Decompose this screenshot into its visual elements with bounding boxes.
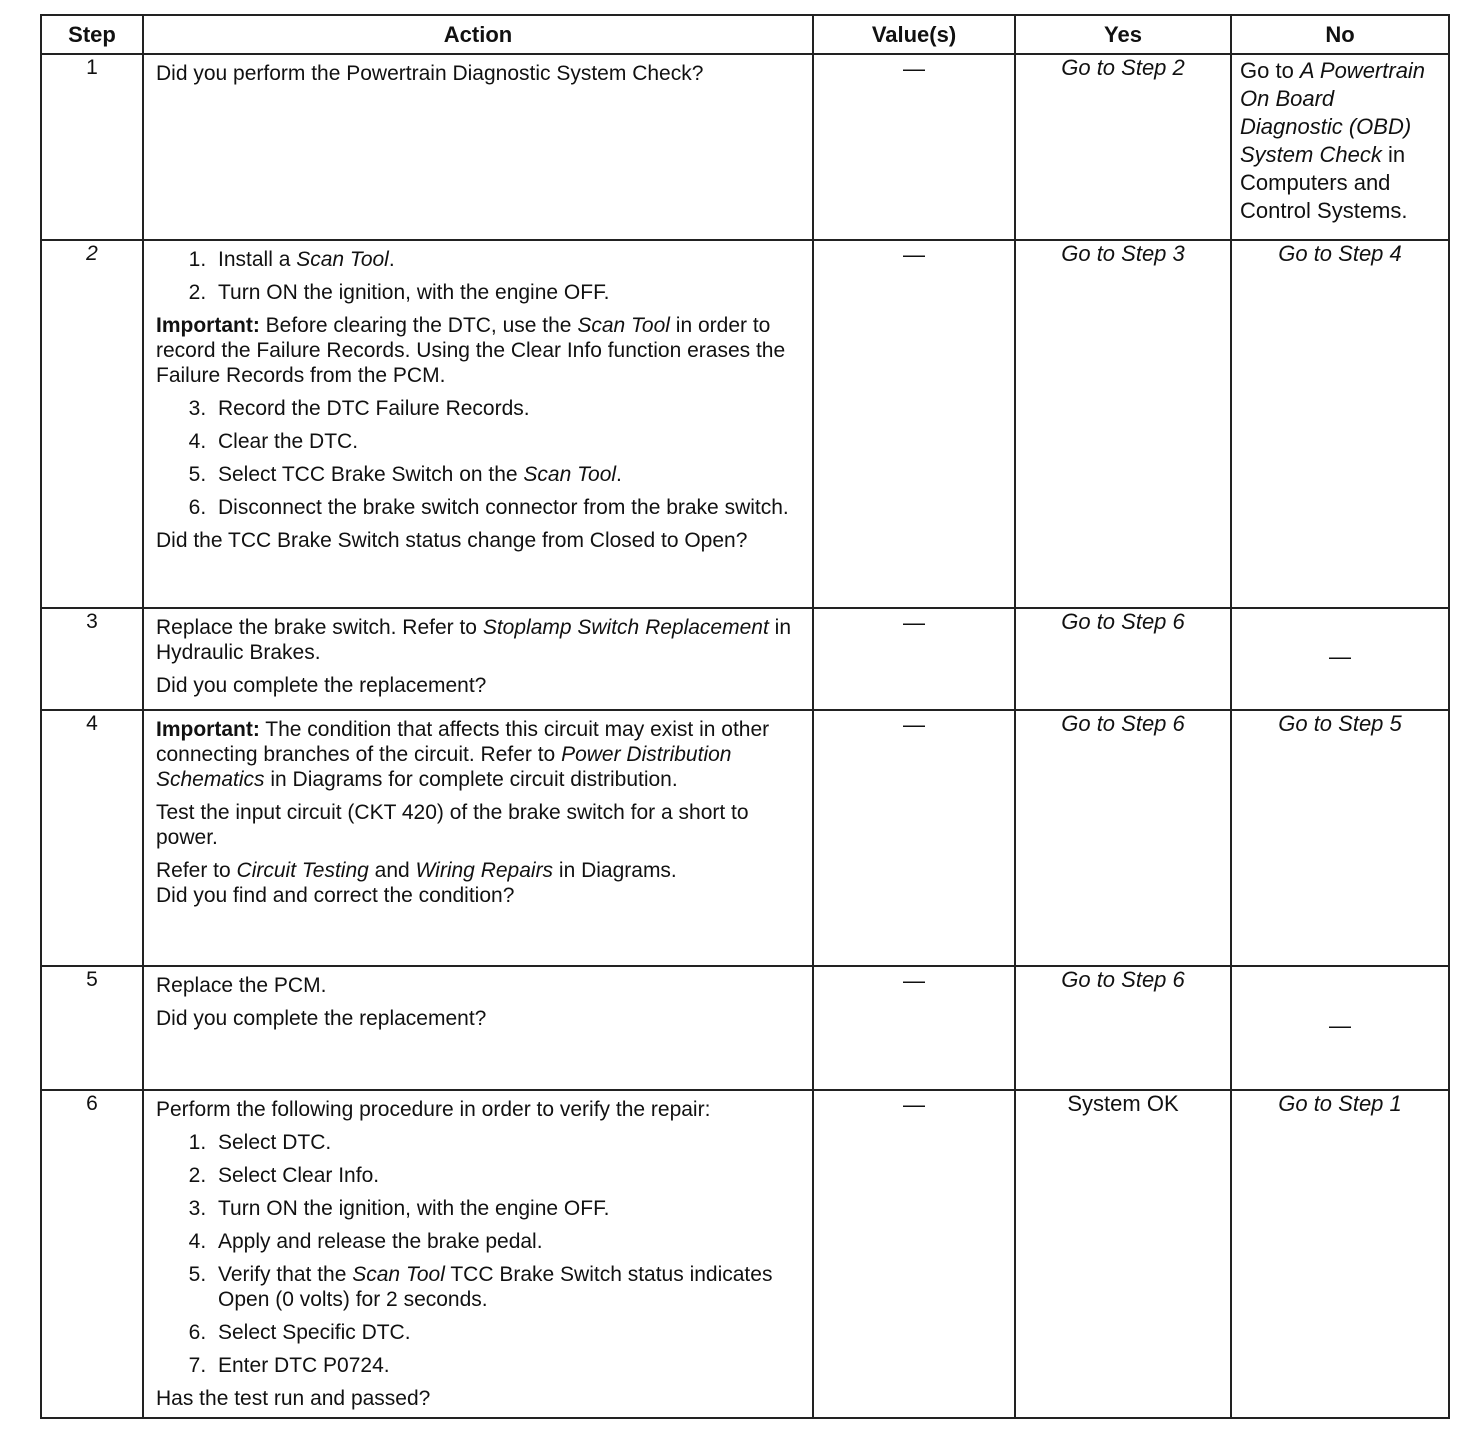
value-cell: — xyxy=(813,710,1015,966)
no-link[interactable]: Go to Step 1 xyxy=(1278,1091,1402,1116)
step-number: 5 xyxy=(41,966,143,1090)
action-cell xyxy=(143,54,813,240)
no-cell xyxy=(1231,710,1449,966)
tool-name: Scan Tool xyxy=(352,1263,445,1286)
no-cell xyxy=(1231,240,1449,608)
list-item xyxy=(212,247,804,272)
action-text-part: Replace the brake switch. Refer to xyxy=(156,616,483,639)
table-row xyxy=(41,710,1449,966)
yes-cell xyxy=(1015,608,1231,710)
action-cell xyxy=(143,710,813,966)
table-row xyxy=(41,54,1449,240)
table-row xyxy=(41,240,1449,608)
step-text: Verify that the xyxy=(218,1263,353,1286)
step-text: Install a xyxy=(218,248,297,271)
step-number: 1 xyxy=(41,54,143,240)
reference-link[interactable]: Power Distribution Schematics xyxy=(156,743,732,791)
step-text: . xyxy=(616,463,622,486)
no-cell: — xyxy=(1231,966,1449,1090)
table-row xyxy=(41,608,1449,710)
yes-cell xyxy=(1015,240,1231,608)
yes-link[interactable]: Go to Step 6 xyxy=(1061,711,1185,736)
action-text: Replace the PCM. xyxy=(156,974,327,997)
list-item xyxy=(212,462,804,487)
list-item: 1. Select DTC. xyxy=(212,1130,804,1155)
yes-link[interactable]: Go to Step 3 xyxy=(1061,241,1185,266)
note-text: The condition that affects this circuit may exist in other connecting branches of the circuit. Refer to xyxy=(156,718,770,766)
value-cell: — xyxy=(813,240,1015,608)
procedure-list xyxy=(156,247,804,305)
reference-link[interactable]: Wiring Repairs xyxy=(415,859,554,882)
header-row xyxy=(41,15,1449,54)
procedure-list xyxy=(156,396,804,520)
list-item xyxy=(212,1262,804,1312)
action-question: Did you complete the replacement? xyxy=(156,674,487,697)
diagnostic-table xyxy=(40,14,1450,1419)
step-number: 3 xyxy=(41,608,143,710)
no-link[interactable]: Go to Step 5 xyxy=(1278,711,1402,736)
action-question: Did you perform the Powertrain Diagnostic System Check? xyxy=(156,62,704,85)
action-text: Test the input circuit (CKT 420) of the brake switch for a short to power. xyxy=(156,801,749,849)
header-step: Step xyxy=(41,15,143,54)
important-note xyxy=(156,313,804,388)
value-cell: — xyxy=(813,1090,1015,1418)
procedure-list xyxy=(156,1130,804,1378)
header-yes: Yes xyxy=(1015,15,1231,54)
reference-part: Refer to xyxy=(156,859,237,882)
yes-link[interactable]: Go to Step 6 xyxy=(1061,967,1185,992)
yes-link[interactable]: Go to Step 6 xyxy=(1061,609,1185,634)
action-cell xyxy=(143,966,813,1090)
action-cell xyxy=(143,240,813,608)
tool-name: Scan Tool xyxy=(523,463,617,486)
action-text: Perform the following procedure in order to verify the repair: xyxy=(156,1098,711,1121)
no-cell xyxy=(1231,54,1449,240)
list-item: 2. Turn ON the ignition, with the engine OFF. xyxy=(212,280,804,305)
header-action: Action xyxy=(143,15,813,54)
header-values: Value(s) xyxy=(813,15,1015,54)
action-text-part: in Hydraulic Brakes. xyxy=(156,616,791,664)
action-question: Did you find and correct the condition? xyxy=(156,884,515,907)
yes-result: System OK xyxy=(1067,1091,1179,1116)
important-label: Important: xyxy=(156,718,260,741)
step-number: 4 xyxy=(41,710,143,966)
list-item: 3. Record the DTC Failure Records. xyxy=(212,396,804,421)
yes-link[interactable]: Go to Step 2 xyxy=(1061,55,1185,80)
reference-link[interactable]: Stoplamp Switch Replacement xyxy=(482,616,769,639)
list-item: 6. Select Specific DTC. xyxy=(212,1320,804,1345)
table-row xyxy=(41,1090,1449,1418)
list-item: 7. Enter DTC P0724. xyxy=(212,1353,804,1378)
step-number: 2 xyxy=(41,240,143,608)
action-question: Did you complete the replacement? xyxy=(156,1007,487,1030)
header-no: No xyxy=(1231,15,1449,54)
action-cell xyxy=(143,1090,813,1418)
reference-text xyxy=(156,858,804,883)
important-note xyxy=(156,717,804,792)
value-cell: — xyxy=(813,966,1015,1090)
list-item: 6. Disconnect the brake switch connector from the brake switch. xyxy=(212,495,804,520)
list-item: 4. Clear the DTC. xyxy=(212,429,804,454)
no-cell: — xyxy=(1231,608,1449,710)
list-item: 4. Apply and release the brake pedal. xyxy=(212,1229,804,1254)
reference-part: in Diagrams. xyxy=(553,859,677,882)
no-link[interactable]: Go to Step 4 xyxy=(1278,241,1402,266)
list-item: 3. Turn ON the ignition, with the engine OFF. xyxy=(212,1196,804,1221)
value-cell: — xyxy=(813,608,1015,710)
no-cell xyxy=(1231,1090,1449,1418)
no-link[interactable]: A Powertrain On Board Diagnostic (OBD) System Check xyxy=(1240,58,1426,167)
reference-part: and xyxy=(368,859,416,882)
tool-name: Scan Tool xyxy=(296,248,389,271)
note-text: Before clearing the DTC, use the xyxy=(259,314,578,337)
yes-cell xyxy=(1015,710,1231,966)
note-text: in order to record the Failure Records. Using the Clear Info function erases the Failure Records from the PCM. xyxy=(156,314,786,387)
action-question: Did the TCC Brake Switch status change from Closed to Open? xyxy=(156,529,748,552)
yes-cell xyxy=(1015,54,1231,240)
yes-cell xyxy=(1015,966,1231,1090)
step-number: 6 xyxy=(41,1090,143,1418)
note-text: in Diagrams for complete circuit distribution. xyxy=(264,768,678,791)
action-cell xyxy=(143,608,813,710)
list-item: 2. Select Clear Info. xyxy=(212,1163,804,1188)
action-text xyxy=(156,615,804,665)
yes-cell xyxy=(1015,1090,1231,1418)
no-in-text: in xyxy=(1381,142,1406,167)
no-reference xyxy=(1232,55,1448,227)
table-row xyxy=(41,966,1449,1090)
value-cell: — xyxy=(813,54,1015,240)
tool-name: Scan Tool xyxy=(577,314,670,337)
reference-link[interactable]: Circuit Testing xyxy=(236,859,369,882)
action-question: Has the test run and passed? xyxy=(156,1387,431,1410)
step-text: TCC Brake Switch status indicates Open (0 volts) for 2 seconds. xyxy=(218,1263,773,1311)
step-text: . xyxy=(388,248,395,271)
no-goto-text: Go to xyxy=(1240,58,1300,83)
important-label: Important: xyxy=(156,314,260,337)
step-text: Select TCC Brake Switch on the xyxy=(218,463,524,486)
no-section: Computers and Control Systems. xyxy=(1240,170,1408,223)
